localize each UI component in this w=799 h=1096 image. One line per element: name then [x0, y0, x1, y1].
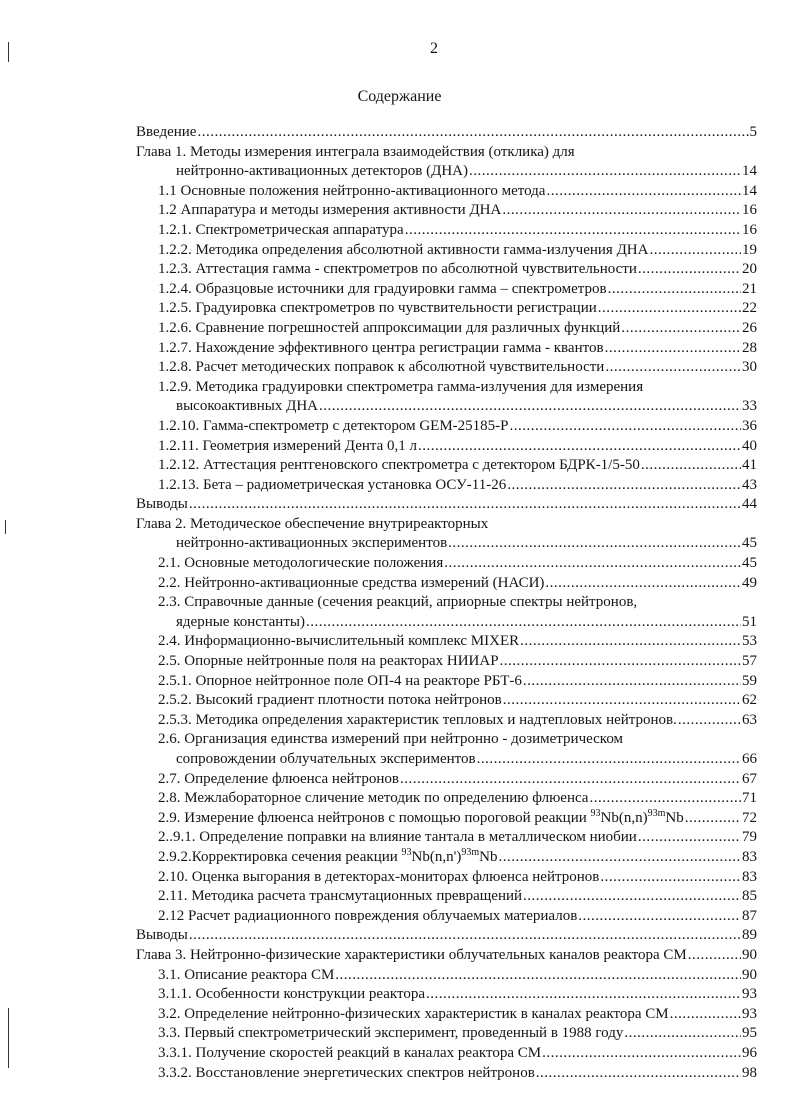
table-of-contents	[136, 123, 757, 1083]
leader-dots	[546, 182, 741, 202]
leader-dots	[418, 437, 741, 457]
toc-page-number: 71	[742, 790, 757, 807]
toc-entry[interactable]	[136, 574, 757, 594]
toc-entry-label: 1.2 Аппаратура и методы измерения активности ДНА	[158, 202, 502, 219]
toc-entry[interactable]	[136, 1044, 757, 1064]
toc-entry[interactable]	[136, 809, 757, 829]
toc-entry-label: Введение	[136, 124, 197, 140]
toc-entry-label: 1.2.1. Спектрометрическая аппаратура	[158, 221, 404, 238]
leader-dots	[649, 241, 741, 261]
toc-entry-label	[158, 809, 684, 829]
toc-entry[interactable]	[136, 1024, 757, 1044]
leader-dots	[306, 613, 741, 633]
toc-entry-label: 2.1. Основные методологические положения	[158, 555, 444, 572]
toc-page-number: 72	[742, 809, 757, 826]
mass-number: 93	[401, 846, 412, 858]
toc-entry-label: 1.1 Основные положения нейтронно-активационного метода	[158, 182, 546, 199]
leader-dots	[578, 907, 741, 927]
leader-dots	[638, 260, 741, 280]
toc-entry-label: 2.12 Расчет радиационного повреждения облучаемых материалов	[158, 907, 578, 924]
toc-page-number: 95	[742, 1025, 757, 1042]
toc-entry-label: 3.3. Первый спектрометрический эксперимент, проведенный в 1988 году	[158, 1025, 624, 1042]
toc-entry-label: 2..9.1. Определение поправки на влияние тантала в металлическом ниобии	[158, 829, 637, 846]
leader-dots	[477, 750, 741, 770]
toc-entry[interactable]	[136, 770, 757, 790]
toc-page-number: 49	[742, 574, 757, 591]
toc-entry-label: Выводы	[136, 496, 188, 513]
toc-page-number: 63	[742, 711, 757, 728]
toc-page-number: 20	[742, 261, 757, 278]
toc-entry[interactable]	[136, 515, 757, 554]
toc-entry[interactable]	[136, 966, 757, 986]
leader-dots	[500, 652, 741, 672]
toc-entry[interactable]	[136, 711, 757, 731]
toc-entry-label-continued: высокоактивных ДНА	[176, 398, 319, 415]
toc-entry[interactable]	[136, 926, 757, 946]
leader-dots	[189, 926, 741, 946]
leader-dots	[542, 1044, 741, 1064]
toc-entry-label-continued: сопровождении облучательных экспериментов	[176, 751, 476, 767]
leader-dots	[448, 534, 741, 554]
leader-dots	[510, 417, 742, 437]
leader-dots	[621, 319, 741, 339]
toc-entry[interactable]	[136, 280, 757, 300]
leader-dots	[589, 789, 741, 809]
toc-page-number: 26	[742, 319, 757, 336]
toc-entry-label	[158, 848, 497, 868]
toc-entry-label: 2.7. Определение флюенса нейтронов	[158, 770, 399, 787]
toc-entry-label-continued: нейтронно-активационных экспериментов	[176, 535, 448, 552]
toc-entry-label: 1.2.13. Бета – радиометрическая установка ОСУ-11-26	[158, 476, 507, 493]
label-text: 2.9. Измерение флюенса нейтронов с помощью пороговой реакции	[158, 809, 591, 826]
toc-entry-label: 2.4. Информационно-вычислительный комплекс MIXER	[158, 633, 520, 650]
toc-page-number: 14	[742, 163, 757, 180]
leader-dots	[545, 574, 741, 594]
toc-entry[interactable]	[136, 456, 757, 476]
leader-dots	[426, 985, 741, 1005]
toc-page-number: 5	[749, 124, 757, 140]
toc-entry-label: 1.2.6. Сравнение погрешностей аппроксимации для различных функций	[158, 319, 621, 336]
toc-entry[interactable]	[136, 339, 757, 359]
toc-page-number: 44	[742, 496, 757, 513]
toc-entry[interactable]	[136, 319, 757, 339]
toc-entry[interactable]	[136, 887, 757, 907]
toc-entry[interactable]	[136, 1005, 757, 1025]
leader-dots	[608, 280, 741, 300]
toc-entry[interactable]	[136, 848, 757, 868]
toc-page-number: 40	[742, 437, 757, 454]
toc-entry-label: 1.2.10. Гамма-спектрометр с детектором GEM-25185-P	[158, 417, 509, 434]
toc-entry[interactable]	[136, 554, 757, 574]
toc-entry-label: 2.11. Методика расчета трансмутационных превращений	[158, 888, 523, 905]
toc-entry[interactable]	[136, 378, 757, 417]
leader-dots	[319, 397, 741, 417]
toc-entry-label: 1.2.2. Методика определения абсолютной активности гамма-излучения ДНА	[158, 241, 649, 258]
toc-entry[interactable]	[136, 985, 757, 1005]
toc-entry[interactable]	[136, 868, 757, 888]
toc-page-number: 41	[742, 457, 757, 474]
toc-entry-label: 2.5.1. Опорное нейтронное поле ОП-4 на реакторе РБТ-6	[158, 672, 522, 689]
toc-entry[interactable]	[136, 201, 757, 221]
toc-page-number: 14	[742, 182, 757, 199]
scan-mark	[8, 1008, 9, 1068]
toc-entry-label: 1.2.8. Расчет методических поправок к абсолютной чувствительности	[158, 359, 605, 376]
toc-entry-label: 2.8. Межлабораторное сличение методик по определению флюенса	[158, 790, 589, 807]
toc-page-number: 62	[742, 692, 757, 709]
leader-dots	[405, 221, 741, 241]
toc-entry-label: 1.2.7. Нахождение эффективного центра регистрации гамма - квантов	[158, 339, 604, 356]
leader-dots	[498, 848, 741, 868]
toc-entry-label: 3.3.2. Восстановление энергетических спектров нейтронов	[158, 1064, 535, 1081]
toc-page-number: 57	[742, 653, 757, 670]
element-text: Nb	[665, 809, 684, 826]
toc-page-number: 79	[742, 829, 757, 846]
leader-dots	[678, 711, 741, 731]
toc-entry[interactable]	[136, 828, 757, 848]
toc-page-number: 16	[742, 202, 757, 219]
toc-entry-label: 1.2.3. Аттестация гамма - спектрометров по абсолютной чувствительности	[158, 261, 637, 278]
leader-dots	[600, 868, 741, 888]
toc-entry-label: Глава 3. Нейтронно-физические характеристики облучательных каналов реактора СМ	[136, 946, 687, 963]
toc-page-number: 33	[742, 398, 757, 415]
leader-dots	[688, 946, 741, 966]
toc-entry[interactable]	[136, 672, 757, 692]
leader-dots	[444, 554, 741, 574]
reaction-text: Nb(n,n)	[600, 809, 648, 826]
toc-entry[interactable]	[136, 691, 757, 711]
toc-entry[interactable]	[136, 437, 757, 457]
label-text: 2.9.2.Корректировка сечения реакции	[158, 848, 402, 865]
toc-entry-label: Глава 1. Методы измерения интеграла взаимодействия (отклика) для	[136, 143, 575, 160]
element-text: Nb	[479, 848, 498, 865]
toc-entry-label: 1.2.12. Аттестация рентгеновского спектрометра с детектором БДРК-1/5-50	[158, 457, 640, 474]
scan-mark	[5, 520, 6, 534]
toc-entry-label: 1.2.11. Геометрия измерений Дента 0,1 л	[158, 437, 418, 454]
leader-dots	[503, 691, 741, 711]
leader-dots	[523, 672, 741, 692]
toc-entry[interactable]	[136, 652, 757, 672]
leader-dots	[189, 495, 741, 515]
leader-dots	[335, 966, 741, 986]
toc-page-number: 98	[742, 1064, 757, 1081]
reaction-text: Nb(n,n')	[411, 848, 462, 865]
toc-entry[interactable]	[136, 182, 757, 202]
toc-entry-label: 2.5.2. Высокий градиент плотности потока нейтронов	[158, 692, 502, 709]
toc-page-number: 45	[742, 535, 757, 552]
leader-dots	[502, 201, 741, 221]
page-title: Содержание	[357, 88, 442, 105]
toc-page-number: 21	[742, 280, 757, 297]
toc-page-number: 59	[742, 672, 757, 689]
toc-entry[interactable]	[136, 123, 757, 143]
toc-entry[interactable]	[136, 789, 757, 809]
toc-page-number: 66	[742, 751, 757, 767]
toc-entry[interactable]	[136, 946, 757, 966]
toc-page-number: 85	[742, 888, 757, 905]
toc-entry-label: 3.3.1. Получение скоростей реакций в каналах реактора СМ	[158, 1044, 542, 1061]
toc-page-number: 96	[742, 1044, 757, 1061]
toc-entry[interactable]	[136, 417, 757, 437]
toc-entry-label: 1.2.4. Образцовые источники для градуировки гамма – спектрометров	[158, 280, 607, 297]
toc-page-number: 51	[742, 613, 757, 630]
toc-page-number: 89	[742, 927, 757, 944]
leader-dots	[536, 1064, 741, 1084]
toc-page-number: 67	[742, 770, 757, 787]
toc-page-number: 83	[742, 848, 757, 865]
toc-entry[interactable]	[136, 1064, 757, 1084]
toc-entry-label: 3.1.1. Особенности конструкции реактора	[158, 986, 425, 1003]
toc-entry-label: 2.3. Справочные данные (сечения реакций, априорные спектры нейтронов,	[158, 594, 638, 611]
toc-entry-label: 3.1. Описание реактора СМ	[158, 966, 335, 983]
toc-entry-label: 1.2.9. Методика градуировки спектрометра гамма-излучения для измерения	[158, 378, 644, 395]
toc-entry-label: Глава 2. Методическое обеспечение внутриреакторных	[136, 515, 489, 532]
toc-entry-label: 1.2.5. Градуировка спектрометров по чувствительности регистрации	[158, 300, 597, 317]
toc-page-number: 53	[742, 633, 757, 650]
toc-page-number: 30	[742, 359, 757, 376]
leader-dots	[469, 162, 741, 182]
leader-dots	[598, 299, 741, 319]
toc-entry[interactable]	[136, 907, 757, 927]
toc-page-number: 16	[742, 221, 757, 238]
toc-page-number: 28	[742, 339, 757, 356]
leader-dots	[605, 339, 741, 359]
toc-entry-label: 3.2. Определение нейтронно-физических характеристик в каналах реактора СМ	[158, 1005, 669, 1022]
toc-page-number: 90	[742, 966, 757, 983]
toc-entry-label-continued: ядерные константы)	[176, 613, 305, 630]
leader-dots	[523, 887, 741, 907]
toc-page-number: 93	[742, 1005, 757, 1022]
toc-entry-label: Выводы	[136, 927, 188, 944]
toc-entry[interactable]	[136, 593, 757, 632]
toc-entry-label: 2.5. Опорные нейтронные поля на реакторах НИИАР	[158, 653, 499, 670]
leader-dots	[400, 770, 741, 790]
leader-dots	[624, 1024, 741, 1044]
mass-number: 93	[590, 807, 601, 819]
leader-dots	[520, 632, 741, 652]
toc-page-number: 36	[742, 417, 757, 434]
toc-entry-label: 2.5.3. Методика определения характеристик тепловых и надтепловых нейтронов.	[158, 711, 677, 728]
toc-entry[interactable]	[136, 260, 757, 280]
toc-entry[interactable]	[136, 632, 757, 652]
toc-page-number: 87	[742, 907, 757, 924]
toc-page-number: 45	[742, 555, 757, 572]
toc-entry[interactable]	[136, 730, 757, 769]
mass-number: 93m	[647, 807, 666, 819]
toc-page-number: 19	[742, 241, 757, 258]
toc-entry[interactable]	[136, 299, 757, 319]
page-number: 2	[430, 40, 438, 57]
toc-entry-label-continued: нейтронно-активационных детекторов (ДНА)	[176, 163, 468, 180]
leader-dots	[197, 123, 748, 143]
toc-entry-label: 2.10. Оценка выгорания в детекторах-мониторах флюенса нейтронов	[158, 868, 600, 885]
leader-dots	[605, 358, 741, 378]
toc-entry-label: 2.6. Организация единства измерений при нейтронно - дозиметрическом	[158, 731, 624, 748]
toc-page-number: 22	[742, 300, 757, 317]
scan-mark	[8, 42, 9, 62]
toc-entry[interactable]	[136, 143, 757, 182]
leader-dots	[641, 456, 741, 476]
mass-number: 93m	[461, 846, 480, 858]
toc-entry[interactable]	[136, 221, 757, 241]
toc-page-number: 83	[742, 868, 757, 885]
toc-entry-label: 2.2. Нейтронно-активационные средства измерений (НАСИ)	[158, 574, 545, 591]
toc-entry[interactable]	[136, 358, 757, 378]
leader-dots	[685, 809, 741, 829]
toc-entry[interactable]	[136, 495, 757, 515]
toc-page-number: 93	[742, 986, 757, 1003]
toc-page-number: 90	[742, 946, 757, 963]
toc-entry[interactable]	[136, 241, 757, 261]
leader-dots	[507, 476, 741, 496]
leader-dots	[670, 1005, 741, 1025]
toc-page-number: 43	[742, 476, 757, 493]
toc-entry[interactable]	[136, 476, 757, 496]
leader-dots	[638, 828, 741, 848]
